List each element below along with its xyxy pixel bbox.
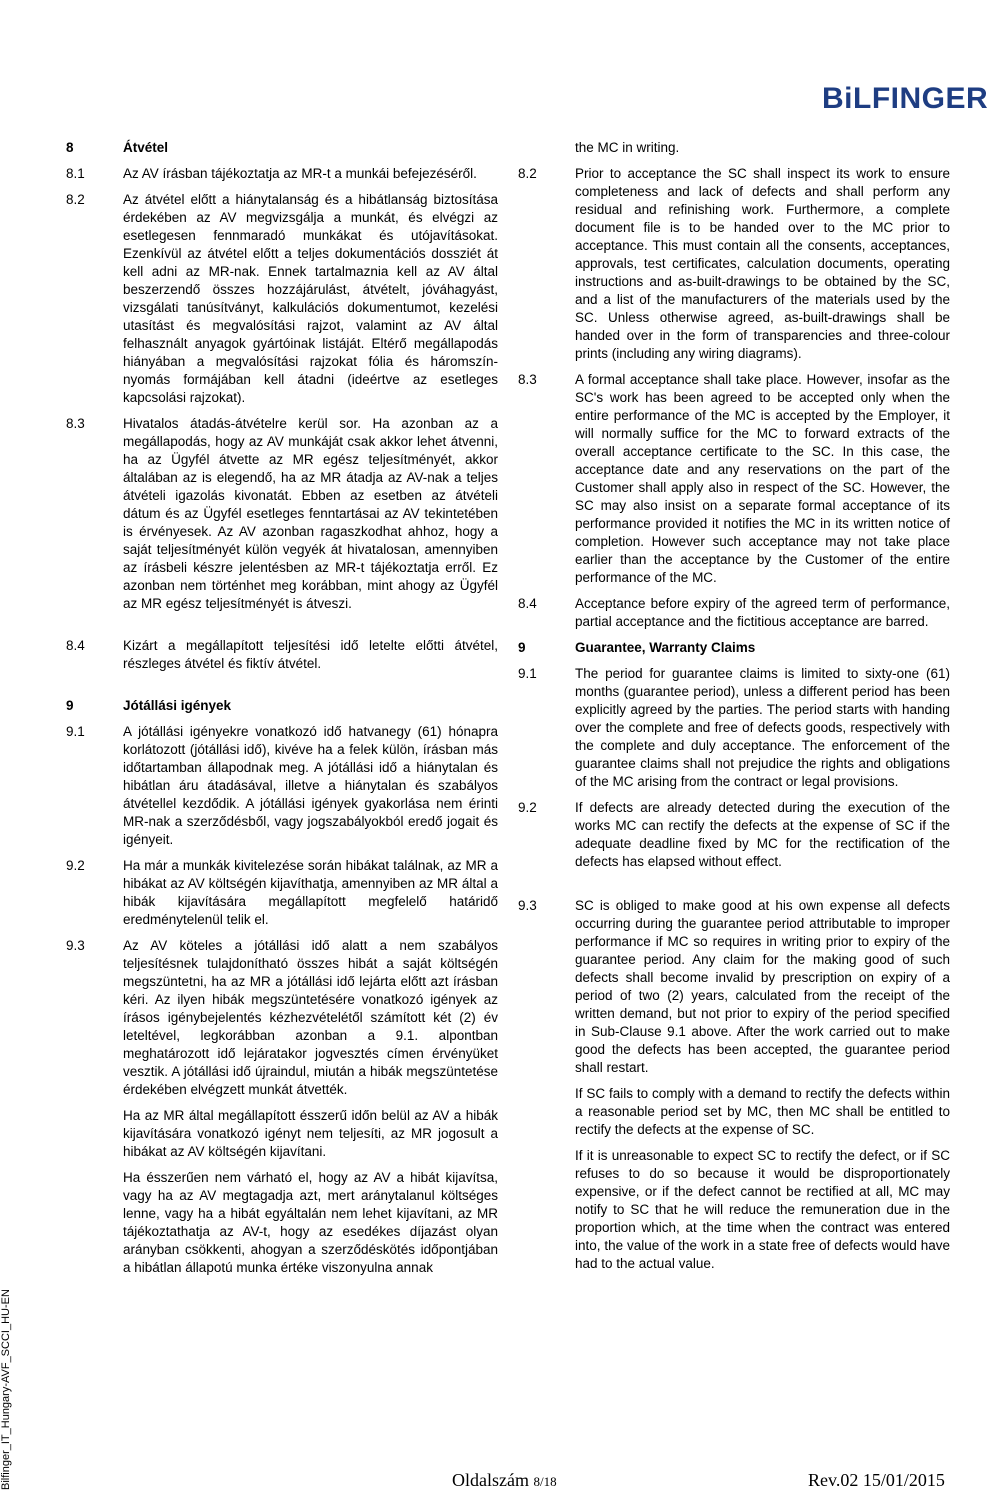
english-column (518, 139, 950, 1273)
clause-number: 9.1 (518, 666, 537, 681)
clause-number: 9.3 (518, 898, 537, 913)
clause-number: 8.3 (66, 416, 85, 431)
clause-number: 8.3 (518, 372, 537, 387)
clause-8-3 (66, 415, 498, 613)
clause-text: Kizárt a megállapított teljesítési idő letelte előtti átvétel, részleges átvétel és fiktív átvétel. (123, 638, 498, 671)
clause-text: A formal acceptance shall take place. However, insofar as the SC's work has been agreed to be accepted only when the entire performance of the MC is accepted by the Employer, it will normally suffice for the MC to forward extracts of the overall acceptance certificate to the SC. In this case, the acceptance date and any reservations on the part of the Customer shall apply also in respect of the SC. However, the SC may also insist on a separate formal acceptance of its performance provided it notifies the MC in its written notice of completion. However such acceptance may not take place earlier than the acceptance by the Customer of the entire performance of the MC. (575, 372, 950, 585)
clause-9-2 (66, 857, 498, 929)
section-8-heading (66, 139, 498, 157)
section-number: 9 (518, 640, 526, 655)
clause-text: If defects are already detected during the execution of the works MC can rectify the defects at the expense of SC if the adequate deadline fixed by MC for the rectification of the defects has elapsed without effect. (575, 800, 950, 869)
clause-text: Acceptance before expiry of the agreed term of performance, partial acceptance and the fictitious acceptance are barred. (575, 596, 950, 629)
section-number: 9 (66, 698, 74, 713)
clause-8-2 (518, 165, 950, 363)
clause-8-2 (66, 191, 498, 407)
clause-text: The period for guarantee claims is limited to sixty-one (61) months (guarantee period), unless a different period has been explicitly agreed by the parties. The period starts with handing over the complete and free of defects goods, respectively with the complete and duly acceptance. The enforcement of the guarantee claims shall not prejudice the rights and obligations of the MC arising from the contract or legal provisions. (575, 666, 950, 789)
section-title: Jótállási igények (123, 698, 232, 713)
revision-label: Rev.02 15/01/2015 (808, 1470, 945, 1490)
page-count: 8/18 (533, 1474, 557, 1489)
clause-number: 9.3 (66, 938, 85, 953)
clause-9-1 (518, 665, 950, 791)
clause-text: A jótállási igényekre vonatkozó idő hatvanegy (61) hónapra korlátozott (jótállási idő), kivéve ha a felek külön, írásban más időtartamban állapodnak meg. A jótállási idő a hiánytalan és hibátlan áru átadásával, illetve a hiánytalan és szabályos átvétellel kezdődik. A jótállási igények gyakorlása nem érinti MR-nak a szerződésből, vagy jogszabályokból eredő jogait és igényeit. (123, 724, 498, 847)
section-title: Átvétel (123, 140, 169, 155)
page-label: Oldalszám (452, 1470, 529, 1490)
clause-number: 8.2 (66, 192, 85, 207)
bilfinger-logo: BiLFINGER (822, 82, 988, 115)
clause-number: 8.2 (518, 166, 537, 181)
clause-8-1-continuation (518, 139, 950, 157)
clause-number: 8.4 (518, 596, 537, 611)
clause-number: 8.1 (66, 166, 85, 181)
document-code: Bilfinger_IT_Hungary-AVF_SCCI_HU-EN (0, 1289, 12, 1490)
clause-number: 9.1 (66, 724, 85, 739)
clause-text: Prior to acceptance the SC shall inspect its work to ensure completeness and lack of defects and shall perform any residual and refinishing work. Furthermore, a complete document file is to be handed over to the MC prior to acceptance. This must contain all the consents, acceptances, approvals, test certificates, calculation documents, operating instructions and as-built-drawings to be obtained by the SC, and a list of the manufacturers of the materials used by the SC. Unless otherwise agreed, as-built-drawings shall be handed over in the form of transparencies and three-colour prints (including any wiring diagrams). (575, 166, 950, 361)
clause-text: Ha már a munkák kivitelezése során hibákat találnak, az MR a hibákat az AV költségén kijavíthatja, amennyiben az MR által a hibák kijavítására megállapított megfelelő határidő eredménytelenül telik el. (123, 858, 498, 927)
clause-text: Az AV köteles a jótállási idő alatt a nem szabályos teljesítésnek tulajdonítható összes hibát a saját költségén megszüntetni, ha az MR a jótállási idő lejárta előtt azt írásban kéri. Az ilyen hibák megszüntetésére vonatkozó igények az írásos igénybejelentés kézhezvételétől számított két (2) év leteltével, legkorábban azonban a 9.1. alpontban meghatározott idő lejáratakor jogvesztés címen érvényüket vesztik. A jótállási idő újraindul, miután a hibák megszüntetése érdekében elvégzett munkát átvették. (123, 938, 498, 1097)
clause-number: 9.2 (518, 800, 537, 815)
clause-text: Az AV írásban tájékoztatja az MR-t a munkái befejezéséről. (123, 166, 477, 181)
clause-9-2 (518, 799, 950, 871)
clause-9-3 (66, 937, 498, 1277)
clause-text: SC is obliged to make good at his own expense all defects occurring during the guarantee period attributable to improper performance if MC so requires in writing prior to expiry of the guarantee period. Any claim for the making good of such defects shall become invalid by prescription on expiry of a period of two (2) years, calculated from the receipt of the written demand, but not prior to expiry of the period specified in Sub-Clause 9.1 above. After the work carried out to make good the defects has been accepted, the guarantee period shall restart. (575, 898, 950, 1075)
section-9-heading (66, 697, 498, 715)
clause-9-1 (66, 723, 498, 849)
section-title: Guarantee, Warranty Claims (575, 640, 756, 655)
clause-8-3 (518, 371, 950, 587)
clause-paragraph: If it is unreasonable to expect SC to rectify the defect, or if SC refuses to do so because it would be disproportionately expensive, or if the defect cannot be rectified at all, MC may notify to SC that he will reduce the remuneration due in the proportion which, at the time when the contract was entered into, the value of the work in a state free of defects would have had to the actual value. (575, 1148, 950, 1271)
clause-paragraph: Ha az MR által megállapított ésszerű időn belül az AV a hibák kijavítására vonatkozó igényt nem teljesíti, az MR jogosult a hibákat az AV költségén kijavítani. (123, 1108, 498, 1159)
clause-text: Hivatalos átadás-átvételre kerül sor. Ha azonban az a megállapodás, hogy az AV munkáját csak akkor lehet átvenni, ha az Ügyfél átvette az MR egész teljesítményét, akkor általában az is elegendő, ha az MR átadja az AV-nak a teljes átvételi igazolás kivonatát. Ebben az esetben az átvételi dátum és az Ügyfél esetleges fenntartásai az AV tekintetében is érvényesek. Az AV azonban ragaszkodhat ahhoz, hogy a saját teljesítményét külön vegyék át hivatalosan, amennyiben az írásbeli készre jelentésben az MR-t tájékoztatja erről. Ez azonban nem történhet meg korábban, mint ahogy az Ügyfél az MR egész teljesítményét is átveszi. (123, 416, 498, 611)
clause-8-1 (66, 165, 498, 183)
clause-8-4 (518, 595, 950, 631)
clause-paragraph: Ha ésszerűen nem várható el, hogy az AV a hibát kijavítsa, vagy ha az AV megtagadja azt, mert aránytalanul költséges lenne, vagy ha a hibát egyáltalán nem lehet kijavítani, az MR tájékoztathatja az AV-t, hogy az esedékes díjazást olyan arányban csökkenti, ahogyan a szerződéskötés időpontjában a hibátlan állapotú munka értéke viszonyulna annak (123, 1170, 498, 1275)
hungarian-column (66, 139, 498, 1277)
section-number: 8 (66, 140, 74, 155)
clause-8-4 (66, 637, 498, 673)
clause-paragraph: If SC fails to comply with a demand to rectify the defects within a reasonable period set by MC, then MC shall be entitled to rectify the defects at the expense of SC. (575, 1086, 950, 1137)
clause-number: 8.4 (66, 638, 85, 653)
page-number (452, 1470, 557, 1491)
clause-number: 9.2 (66, 858, 85, 873)
section-9-heading (518, 639, 950, 657)
clause-9-3 (518, 897, 950, 1273)
clause-text: the MC in writing. (575, 140, 680, 155)
clause-text: Az átvétel előtt a hiánytalanság és a hibátlanság biztosítása érdekében az AV megvizsgálja a munkát, és elvégzi az esetlegesen fennmaradó munkákat és utójavításokat. Ezenkívül az átvétel előtt a teljes dokumentációs dossziét át kell adni az MR-nak. Ennek tartalmaznia kell az AV által beszerzendő összes hozzájárulást, átvételt, jóváhagyást, vizsgálati tanúsítványt, kalkulációs dokumentumot, kezelési utasítást és megvalósítási rajzot, valamint az AV által felhasznált anyagok gyártóinak listáját. Eltérő megállapodás hiányában a megvalósítási rajzokat fólia és háromszín-nyomás formájában kell átadni (ideértve az esetleges kapcsolási rajzokat). (123, 192, 498, 405)
